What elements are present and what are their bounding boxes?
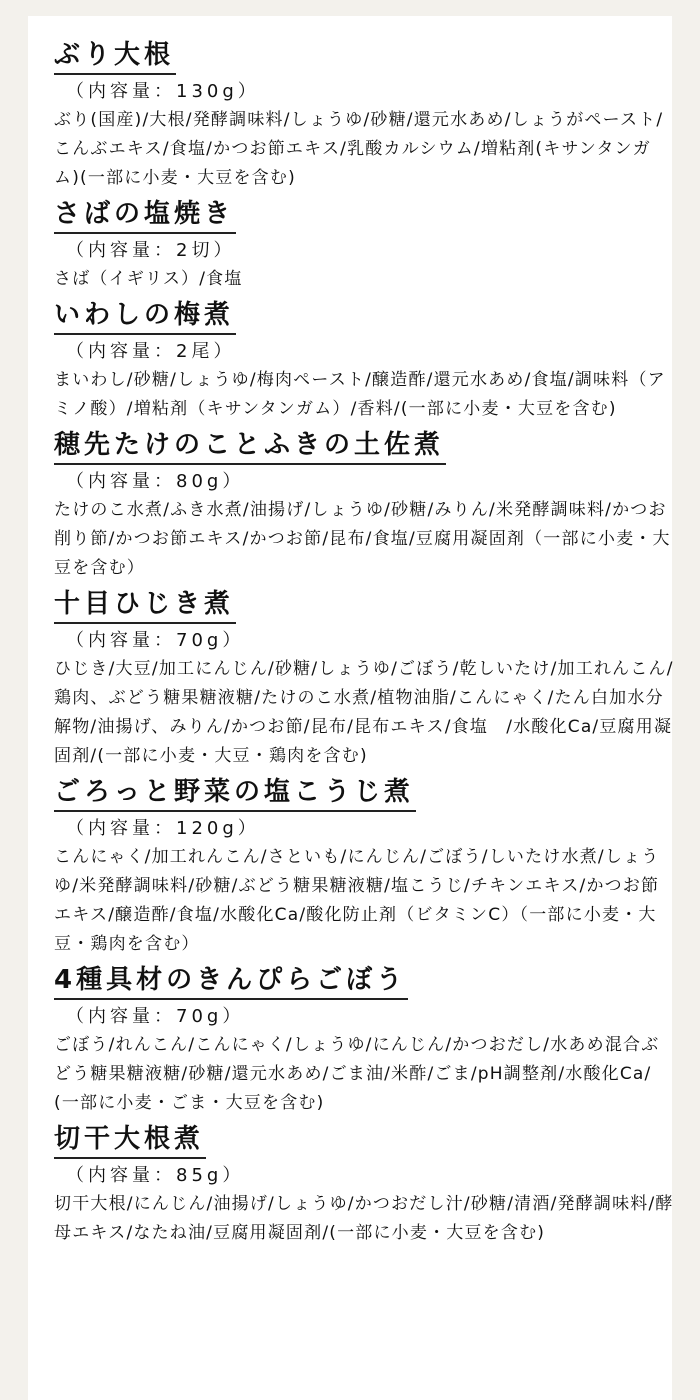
product-ingredients: ごぼう/れんこん/こんにゃく/しょうゆ/にんじん/かつおだし/水あめ混合ぶどう糖果糖液糖/砂糖/還元水あめ/ごま油/米酢/ごま/pH調整剤/水酸化Ca/(一部に小麦・ごま・大豆を含む) bbox=[54, 1035, 660, 1113]
product-item-kiriboshi bbox=[54, 1122, 674, 1248]
product-item-hijiki bbox=[54, 587, 674, 771]
product-content-amount: （内容量：130g） bbox=[66, 81, 260, 102]
product-ingredients: まいわし/砂糖/しょうゆ/梅肉ペースト/醸造酢/還元水あめ/食塩/調味料（アミノ酸）/増粘剤（キサンタンガム）/香料/(一部に小麦・大豆を含む) bbox=[54, 370, 666, 419]
product-content-amount: （内容量：70g） bbox=[66, 1006, 245, 1027]
product-content-amount: （内容量：70g） bbox=[66, 630, 245, 651]
product-content-amount: （内容量：85g） bbox=[66, 1165, 245, 1186]
product-ingredients: 切干大根/にんじん/油揚げ/しょうゆ/かつおだし汁/砂糖/清酒/発酵調味料/酵母エキス/なたね油/豆腐用凝固剤/(一部に小麦・大豆を含む) bbox=[54, 1194, 674, 1243]
product-content-amount: （内容量：80g） bbox=[66, 471, 245, 492]
product-name: いわしの梅煮 bbox=[54, 298, 236, 335]
product-ingredients: ひじき/大豆/加工にんじん/砂糖/しょうゆ/ごぼう/乾しいたけ/加工れんこん/鶏肉、ぶどう糖果糖液糖/たけのこ水煮/植物油脂/こんにゃく/たん白加水分解物/油揚げ、みりん/かつお節/昆布/昆布エキス/食塩 /水酸化Ca/豆腐用凝固剤/(一部に小麦・大豆・鶏肉を含む) bbox=[54, 659, 674, 766]
product-ingredients: たけのこ水煮/ふき水煮/油揚げ/しょうゆ/砂糖/みりん/米発酵調味料/かつお削り節/かつお節エキス/かつお節/昆布/食塩/豆腐用凝固剤（一部に小麦・大豆を含む） bbox=[54, 500, 671, 578]
product-content-amount: （内容量：2切） bbox=[66, 240, 236, 261]
product-name: 切干大根煮 bbox=[54, 1122, 206, 1159]
product-item-saba bbox=[54, 197, 674, 294]
product-item-shiokoji bbox=[54, 775, 674, 959]
product-ingredients: ぶり(国産)/大根/発酵調味料/しょうゆ/砂糖/還元水あめ/しょうがペースト/こんぶエキス/食塩/かつお節エキス/乳酸カルシウム/増粘剤(キサンタンガム)(一部に小麦・大豆を含む) bbox=[54, 110, 664, 188]
product-item-tosani bbox=[54, 428, 674, 583]
product-list bbox=[54, 38, 674, 1252]
product-ingredients: さば（イギリス）/食塩 bbox=[54, 269, 243, 289]
product-ingredients: こんにゃく/加工れんこん/さといも/にんじん/ごぼう/しいたけ水煮/しょうゆ/米発酵調味料/砂糖/ぶどう糖果糖液糖/塩こうじ/チキンエキス/かつお節エキス/醸造酢/食塩/水酸化Ca/酸化防止剤（ビタミンC）（一部に小麦・大豆・鶏肉を含む） bbox=[54, 847, 660, 954]
product-item-iwashi bbox=[54, 298, 674, 424]
ingredients-card bbox=[28, 16, 672, 1400]
product-name: 4種具材のきんぴらごぼう bbox=[54, 963, 408, 1000]
product-item-buri-daikon bbox=[54, 38, 674, 193]
product-name: さばの塩焼き bbox=[54, 197, 236, 234]
product-name: ぶり大根 bbox=[54, 38, 176, 75]
product-name: 十目ひじき煮 bbox=[54, 587, 236, 624]
product-name: ごろっと野菜の塩こうじ煮 bbox=[54, 775, 416, 812]
product-content-amount: （内容量：2尾） bbox=[66, 341, 236, 362]
product-name: 穂先たけのことふきの土佐煮 bbox=[54, 428, 446, 465]
product-item-kinpira bbox=[54, 963, 674, 1118]
product-content-amount: （内容量：120g） bbox=[66, 818, 260, 839]
